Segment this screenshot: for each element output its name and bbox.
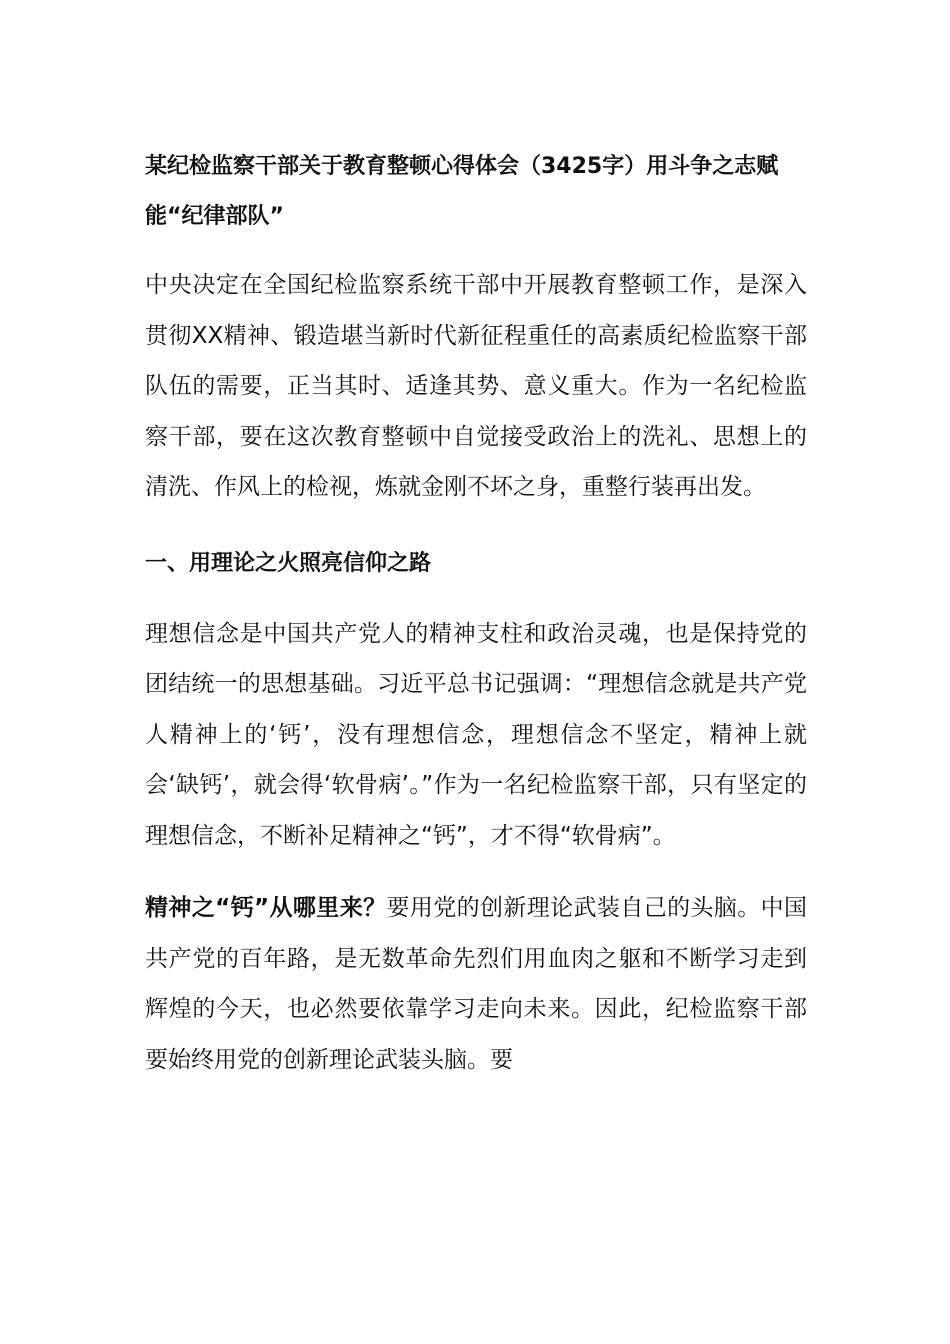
document-title: 某纪检监察干部关于教育整顿心得体会（3425字）用斗争之志赋能“纪律部队” — [145, 154, 779, 229]
body-paragraph: 理想信念是中国共产党人的精神支柱和政治灵魂，也是保持党的团结统一的思想基础。习近平总书记强调：“理想信念就是共产党人精神上的‘钙’，没有理想信念，理想信念不坚定，精神上就会‘缺钙’，就会得‘软骨病’。”作为一名纪检监察干部，只有坚定的理想信念，不断补足精神之“钙”，才不得“软骨病”。 — [145, 620, 807, 849]
document-body — [145, 142, 807, 1085]
paragraph-body-text: 要用党的创新理论武装自己的头脑。中国共产党的百年路，是无数革命先烈们用血肉之躯和不断学习走到辉煌的今天，也必然要依靠学习走向未来。因此，纪检监察干部要始终用党的创新理论武装头脑。要 — [145, 895, 808, 1073]
body-paragraph-with-lead — [145, 883, 807, 1085]
section-heading: 一、用理论之火照亮信仰之路 — [145, 550, 432, 576]
paragraph-lead-text: 精神之“钙”从哪里来？ — [145, 895, 387, 921]
intro-paragraph: 中央决定在全国纪检监察系统干部中开展教育整顿工作，是深入贯彻XX精神、锻造堪当新时代新征程重任的高素质纪检监察干部队伍的需要，正当其时、适逢其势、意义重大。作为一名纪检监察干部，要在这次教育整顿中自觉接受政治上的洗礼、思想上的清洗、作风上的检视，炼就金刚不坏之身，重整行装再出发。 — [145, 272, 807, 500]
